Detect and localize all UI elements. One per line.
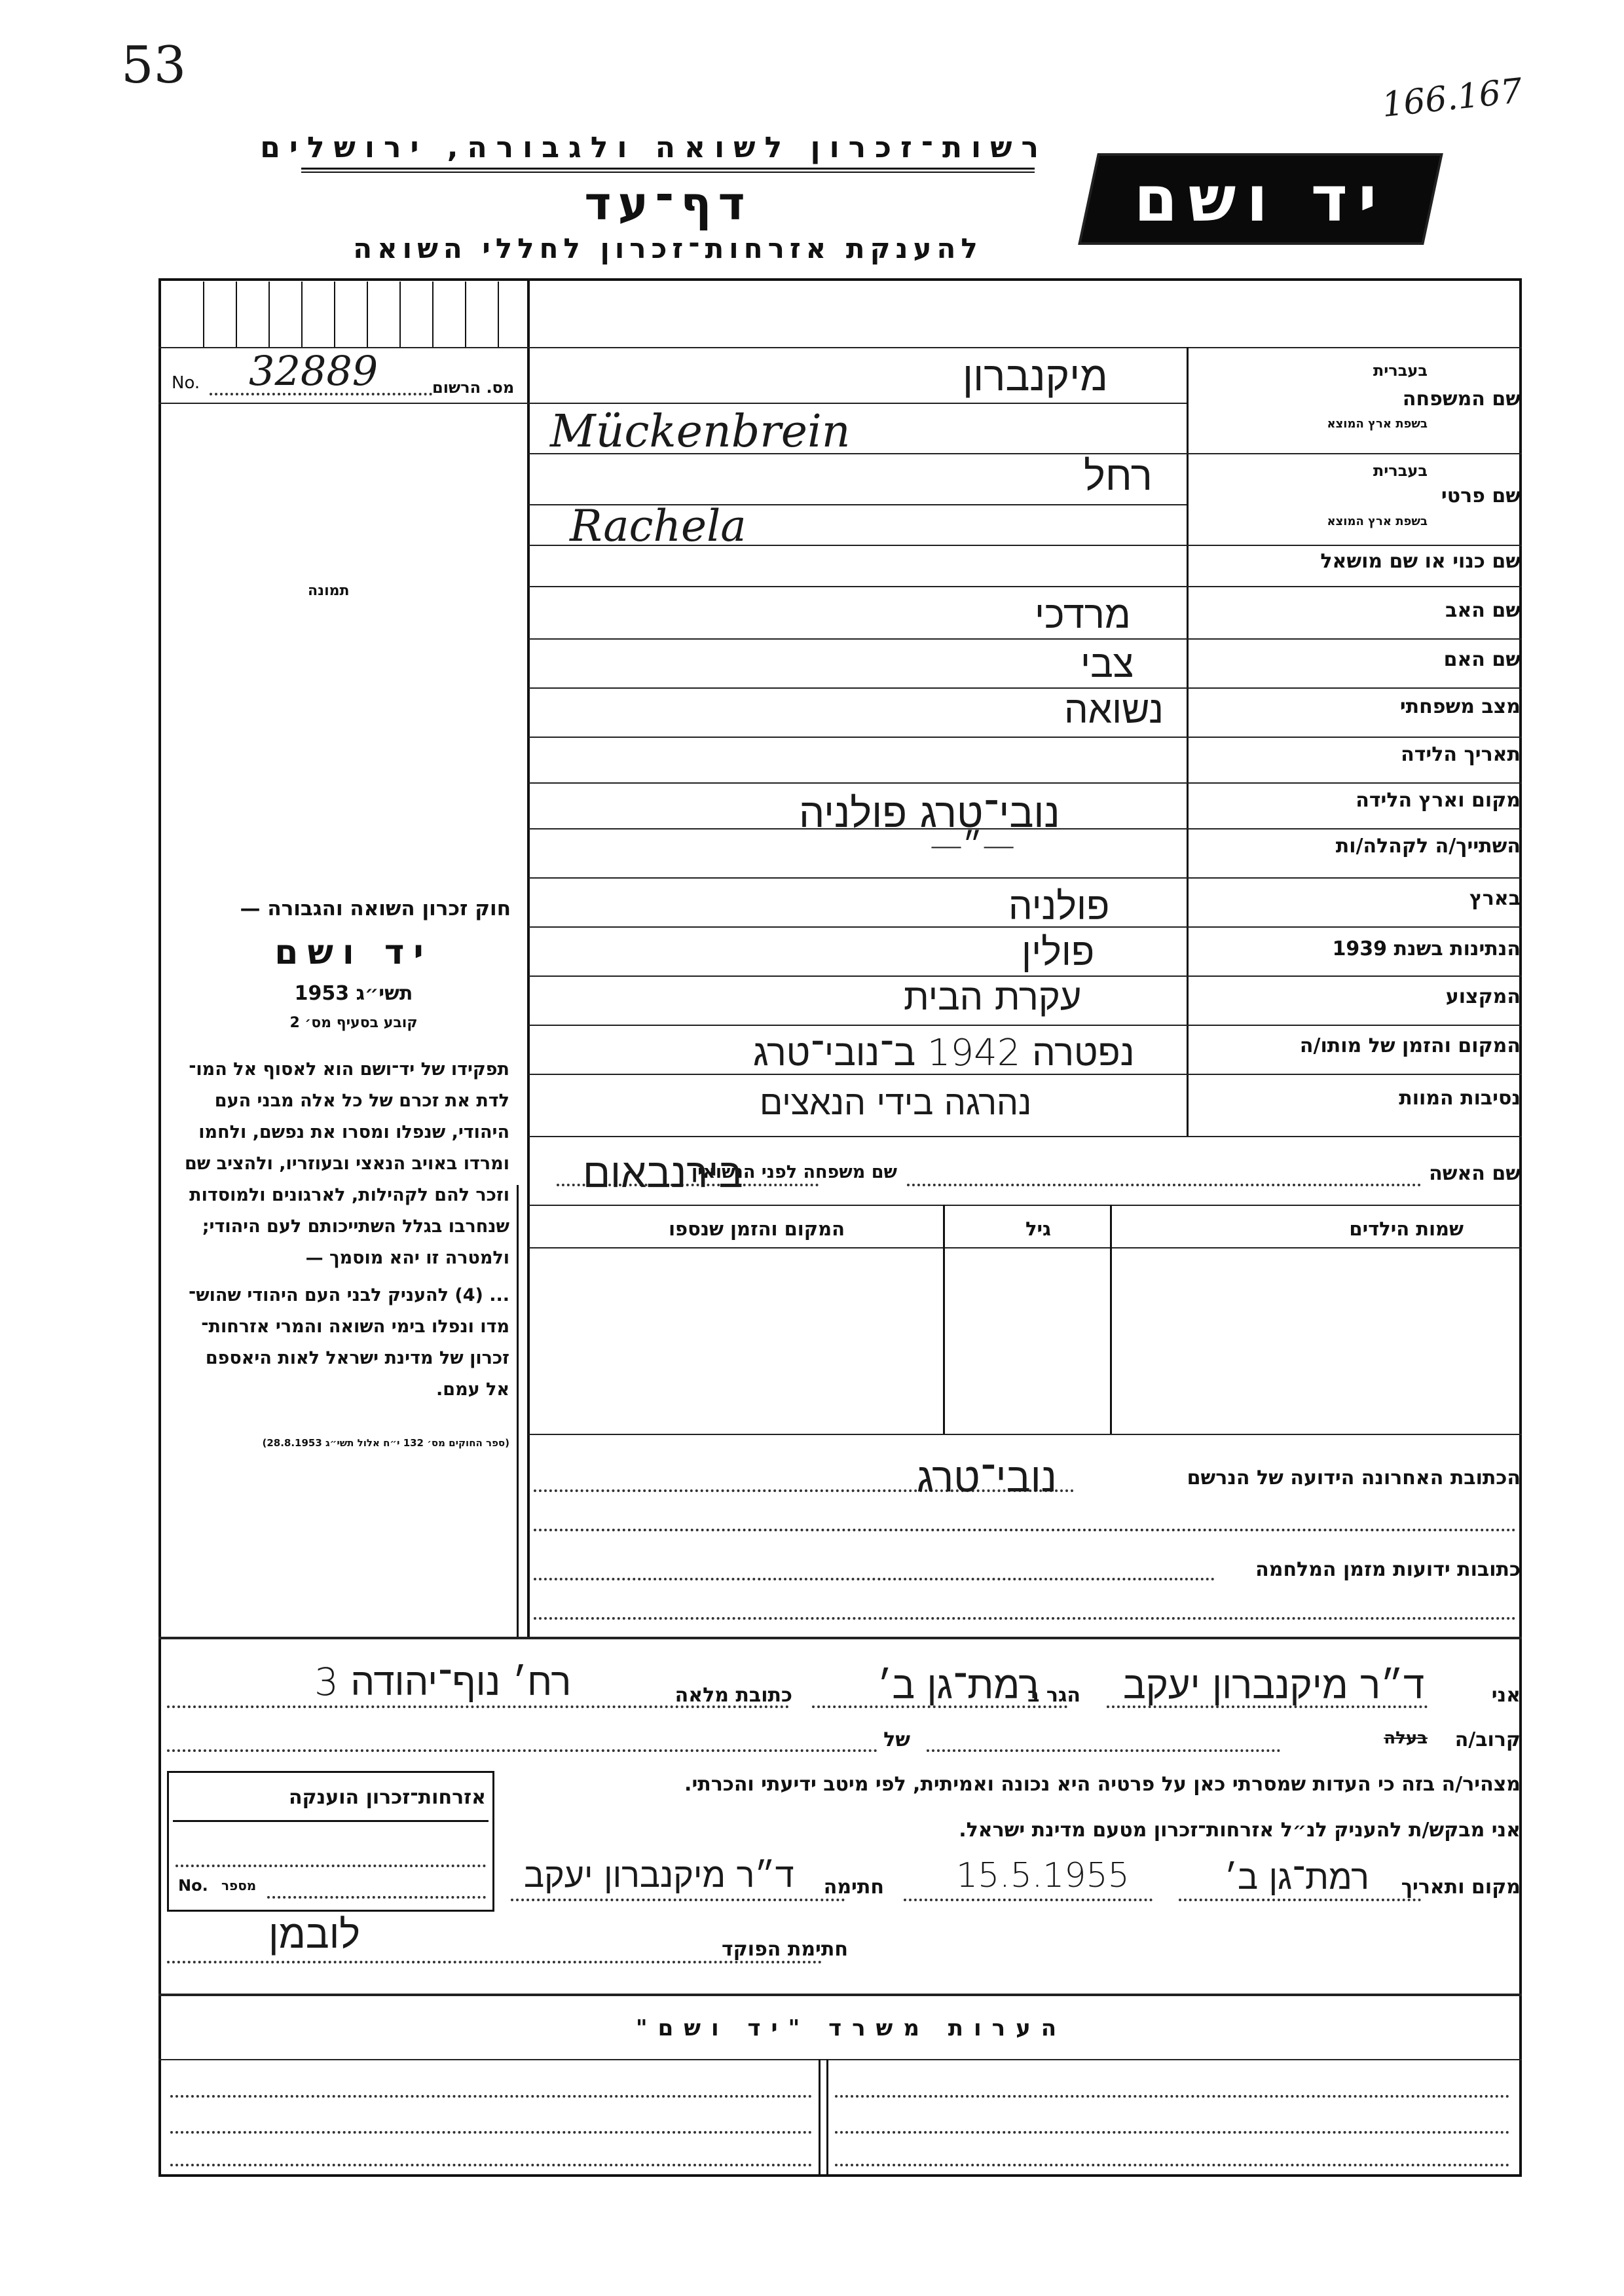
- officer-signature: לובמן: [268, 1912, 361, 1958]
- field-label-death-circumstances: נסיבות המוות: [1399, 1087, 1521, 1110]
- row-divider: [528, 638, 1522, 640]
- signature-dots: [511, 1899, 845, 1901]
- field-first-name-origin-label: בשפת ארץ המוצא: [1327, 515, 1428, 528]
- row-divider: [528, 1025, 1522, 1026]
- header-rule-bottom: [301, 172, 1035, 173]
- last-address-label: הכתובת האחרונה הידועה של הנרשם: [1187, 1467, 1521, 1489]
- children-header-bottom: [528, 1247, 1522, 1248]
- row-divider: [528, 1136, 1522, 1137]
- declarant-relation: בעלה: [1384, 1728, 1428, 1748]
- yad-vashem-logo: [1081, 156, 1440, 242]
- children-header-age: גיל: [1025, 1218, 1051, 1240]
- declarant-ani-label: אני: [1491, 1684, 1521, 1707]
- left-column-divider-lower: [517, 1185, 519, 1637]
- office-notes-top: [158, 1994, 1522, 1996]
- wartime-dots-2: [534, 1617, 1516, 1620]
- law-citation: (ספר החוקים מס׳ 132 י״ח אלול תשי״ג 28.8.1953): [262, 1437, 509, 1449]
- award-box-title: אזרחות־זכרון הוענקה: [288, 1786, 486, 1809]
- wife-label: שם האשה: [1429, 1162, 1521, 1185]
- field-label-citizenship-1939: הנתינות בשנת 1939: [1332, 938, 1521, 960]
- field-value-death-circumstances: נהרגה בידי הנאצים: [760, 1084, 1032, 1123]
- award-box-rule: [173, 1820, 489, 1822]
- office-notes-line: [835, 2131, 1509, 2134]
- declaration-place: רמת־גן ב׳: [1225, 1858, 1369, 1897]
- row-divider: [528, 737, 1522, 738]
- field-label-birth-place: מקום וארץ הלידה: [1356, 789, 1521, 812]
- field-value-citizenship-1939: פולין: [1022, 930, 1095, 974]
- row-divider: [528, 877, 1522, 879]
- signature-label: חתימה: [823, 1876, 884, 1899]
- law-line: זכרון של מדינת ישראל לאות היאספם: [205, 1348, 509, 1368]
- wartime-dots: [534, 1578, 1215, 1580]
- law-line: ומרדו באויב הנאצי ובעוזריו, ולהציב שם: [184, 1154, 509, 1174]
- award-number-dots: [267, 1896, 486, 1899]
- row-divider: [528, 403, 1187, 404]
- children-col-divider: [943, 1205, 945, 1434]
- wartime-addresses-label: כתובות ידועות מזמן המלחמה: [1255, 1558, 1521, 1581]
- row-divider: [528, 1074, 1522, 1075]
- field-label-father-name: שם האב: [1445, 599, 1521, 622]
- declarant-of-dots: [167, 1749, 877, 1752]
- grid-tick: [301, 282, 303, 347]
- law-line: ... (4) להעניק לבני העם היהודי שהוש־: [188, 1285, 509, 1305]
- field-value-birth-place: נובי־טרג פולניה: [799, 789, 1060, 837]
- field-value-country: פולניה: [1008, 884, 1110, 928]
- law-line: מדו ונפלו בימי השואה והמרי אזרחות־: [201, 1317, 509, 1337]
- grid-tick: [432, 282, 434, 347]
- declarant-relative-label: קרוב/ה: [1454, 1728, 1521, 1751]
- law-year: תשי״ג 1953: [294, 982, 413, 1005]
- row-divider: [528, 586, 1522, 587]
- field-value-community: —״—: [930, 826, 1016, 864]
- field-value-mother-name: צבי: [1080, 642, 1134, 686]
- grid-tick: [367, 282, 368, 347]
- award-no-label: No.: [178, 1876, 208, 1895]
- header-rule-top: [301, 168, 1035, 170]
- grid-tick: [465, 282, 466, 347]
- field-label-marital-status: מצב משפחתי: [1399, 695, 1521, 718]
- field-label-nickname: שם כנוי או שם מושאל: [1320, 550, 1521, 573]
- field-value-profession: עקרת הבית: [904, 976, 1082, 1019]
- grid-tick: [236, 282, 237, 347]
- row-divider: [528, 687, 1522, 689]
- declaration-date: 15.5.1955: [956, 1856, 1130, 1895]
- authority-line: רשות־זכרון לשואה ולגבורה, ירושלים: [260, 131, 1048, 164]
- row-divider: [528, 782, 1522, 784]
- office-notes-line: [170, 2131, 812, 2134]
- office-notes-col-divider-2: [826, 2059, 828, 2177]
- field-label-profession: המקצוע: [1445, 985, 1521, 1008]
- place-date-dots: [1179, 1899, 1421, 1901]
- field-family-name-hebrew-label: בעברית: [1373, 361, 1428, 380]
- field-first-name-hebrew-label: בעברית: [1373, 462, 1428, 480]
- award-box: [167, 1771, 494, 1912]
- declarant-address: רח׳ נוף־יהודה 3: [314, 1660, 572, 1704]
- office-notes-line: [835, 2164, 1509, 2166]
- office-notes-header-bottom: [158, 2059, 1522, 2060]
- field-label-country: בארץ: [1469, 887, 1521, 910]
- award-box-dots: [175, 1865, 486, 1867]
- form-subtitle: להענקת אזרחות־זכרון לחללי השואה: [353, 232, 983, 264]
- logo-text: יד ושם: [1134, 162, 1388, 236]
- children-table-bottom: [528, 1434, 1522, 1435]
- declaration-line-1: מצהיר/ה בזה כי העדות שמסרתי כאן על פרטיה היא נכונה ואמיתית, לפי מיטב ידיעתי והכרתי.: [684, 1773, 1521, 1796]
- declaration-line-2: אני מבקש/ת להעניק לנ״ל אזרחות־זכרון מטעם מדינת ישראל.: [959, 1819, 1521, 1842]
- law-line: לדת את זכרם של כל אלה מבני העם: [214, 1091, 509, 1111]
- grid-tick: [203, 282, 204, 347]
- date-dots: [904, 1899, 1153, 1901]
- law-clause: קובע בסעיף מס׳ 2: [289, 1015, 418, 1031]
- wife-maiden-name: בירנבאום: [583, 1149, 743, 1197]
- award-number-label: מספר: [221, 1878, 257, 1893]
- declarant-of-label: של: [883, 1728, 910, 1751]
- law-heading: חוק זכרון השואה והגבורה —: [240, 897, 511, 920]
- label-column-divider: [1187, 347, 1189, 1136]
- registration-label: מס. הרשום: [432, 378, 515, 397]
- declarant-relation-dots: [927, 1749, 1280, 1752]
- office-notes-line: [835, 2095, 1509, 2098]
- law-name: יד ושם: [274, 933, 433, 972]
- field-label-community: השתייך/ה לקהלה/ות: [1335, 835, 1521, 858]
- last-address-value: נובי־טרג: [917, 1453, 1057, 1501]
- grid-tick: [399, 282, 401, 347]
- field-value-family-name-origin: Mückenbrein: [550, 406, 851, 458]
- last-address-dots-2: [534, 1529, 1516, 1531]
- declarant-signature: ד״ר מיקנברון יעקב: [524, 1856, 794, 1895]
- registration-row-bottom: [158, 403, 528, 404]
- declarant-address-label: כתובת מלאה: [674, 1684, 792, 1707]
- law-paragraph-1: [169, 1054, 509, 1274]
- grid-tick: [498, 282, 499, 347]
- grid-tick: [268, 282, 270, 347]
- section-divider: [158, 1637, 1522, 1639]
- field-label-birth-date: תאריך הלידה: [1401, 743, 1521, 766]
- children-header-place-time: המקום והזמן שנספו: [669, 1218, 845, 1240]
- law-line: וזכר להם לקהילות, לארגונים ולמוסדות: [189, 1185, 509, 1205]
- field-value-father-name: מרדכי: [1035, 592, 1131, 637]
- field-value-first-name-hebrew: רחל: [1084, 452, 1153, 500]
- left-column-divider: [527, 278, 530, 1637]
- grid-tick: [334, 282, 335, 347]
- declarant-name: ד״ר מיקנברון יעקב: [1123, 1663, 1425, 1707]
- law-line: ולמטרה זו יהא מוסמך —: [305, 1248, 509, 1268]
- wife-dots: [907, 1184, 1421, 1186]
- wife-maiden-label: שם משפחה לפני הנשואין: [691, 1162, 897, 1182]
- office-notes-line: [170, 2164, 812, 2166]
- law-line: היהודי, שנפלו ומסרו את נפשם, ולחמו: [198, 1122, 509, 1142]
- field-label-mother-name: שם האם: [1443, 648, 1521, 671]
- office-notes-col-divider: [819, 2059, 821, 2177]
- field-family-name-origin-label: בשפת ארץ המוצא: [1327, 417, 1428, 431]
- declarant-city-dots: [812, 1705, 1067, 1708]
- field-label-death-place-time: המקום והזמן של מותו/ה: [1299, 1034, 1521, 1057]
- field-label-first-name: שם פרטי: [1441, 484, 1521, 507]
- form-title: דף־עד: [584, 177, 752, 230]
- field-value-first-name-origin: Rachela: [570, 501, 747, 551]
- law-paragraph-2: [169, 1280, 509, 1406]
- registration-no-label-en: No.: [172, 373, 200, 393]
- field-value-marital-status: נשואה: [1064, 687, 1164, 732]
- officer-signature-label: חתימת הפוקד: [722, 1938, 848, 1961]
- officer-signature-dots: [167, 1961, 822, 1963]
- law-line: תפקידו של יד־ושם הוא לאסוף אל המו־: [189, 1059, 509, 1080]
- reference-annotation: 166.167: [1380, 71, 1524, 126]
- declarant-resident-label: הגר ב: [1027, 1684, 1080, 1707]
- office-notes-line: [170, 2095, 812, 2098]
- children-col-divider: [1110, 1205, 1112, 1434]
- declarant-city: רמת־גן ב׳: [877, 1663, 1039, 1707]
- row-divider: [528, 828, 1522, 829]
- page-number-annotation: 53: [121, 36, 187, 95]
- row-divider: [528, 1205, 1522, 1206]
- photo-label: תמונה: [308, 583, 350, 599]
- right-top-strip: [528, 347, 1522, 348]
- place-date-label: מקום ותאריך: [1401, 1876, 1521, 1899]
- field-value-family-name-hebrew: מיקנברון: [963, 352, 1108, 400]
- children-header-names: שמות הילדים: [1349, 1218, 1464, 1240]
- office-notes-title: הערות משרד "יד ושם": [635, 2015, 1067, 2041]
- declarant-address-dots: [167, 1705, 789, 1708]
- registration-number: 32889: [249, 347, 378, 395]
- row-divider: [528, 926, 1522, 928]
- field-label-family-name: שם המשפחה: [1402, 388, 1521, 410]
- field-value-death-place-time: נפטרה 1942 ב־נובי־טרג: [753, 1032, 1135, 1074]
- law-line: אל עמם.: [436, 1379, 509, 1400]
- law-line: שנחרבו בגלל השתייכותם לעם היהודי;: [202, 1216, 509, 1237]
